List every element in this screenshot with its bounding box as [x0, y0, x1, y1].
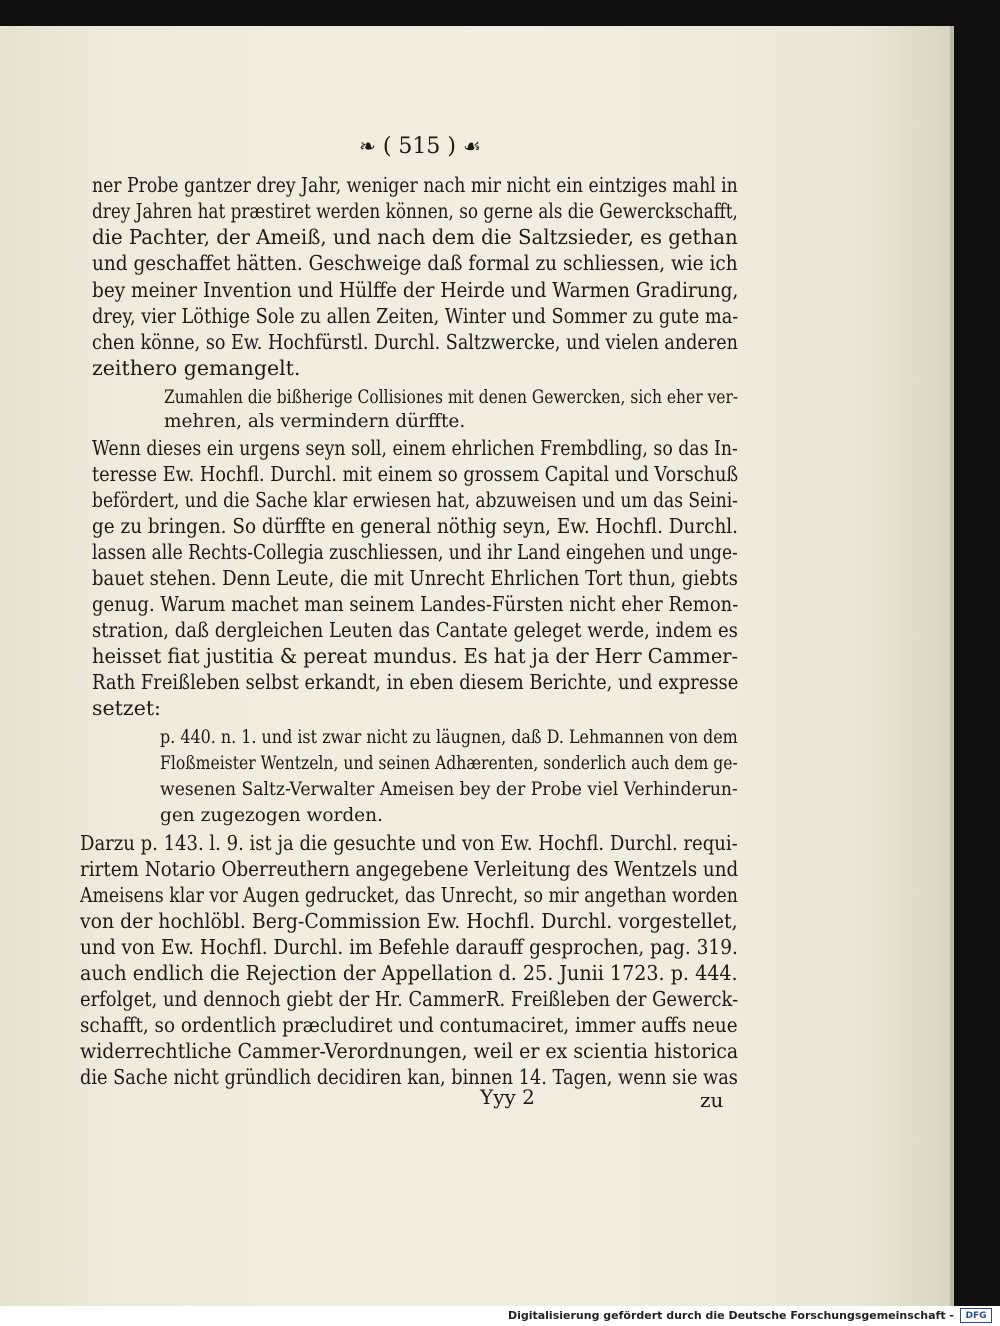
text-line: stration, daß dergleichen Leuten das Cantate geleget werde, indem es [92, 618, 738, 642]
text-line: widerrechtliche Cammer-Verordnungen, weil er ex scientia historica [80, 1039, 739, 1063]
text-line: drey, vier Löthige Sole zu allen Zeiten, Winter und Sommer zu gute ma- [92, 304, 739, 328]
text-line: die Pachter, der Ameiß, und nach dem die Saltzsieder, es gethan [92, 225, 738, 249]
text-line: und von Ew. Hochfl. Durchl. im Befehle darauff gesprochen, pag. 319. [80, 935, 738, 959]
quote-line: Zumahlen die bißherige Collisiones mit denen Gewercken, sich eher ver- [164, 387, 739, 408]
text-line: heisset fiat justitia & pereat mundus. Es hat ja der Herr Cammer- [92, 644, 739, 668]
text-line: rirtem Notario Oberreuthern angegebene Verleitung des Wentzels und [80, 857, 739, 881]
text-line: bauet stehen. Denn Leute, die mit Unrecht Ehrlichen Tort thun, giebts [92, 566, 738, 590]
text-line: ge zu bringen. So dürffte en general nöthig seyn, Ew. Hochfl. Durchl. [92, 514, 739, 538]
text-line: bey meiner Invention und Hülffe der Heirde und Warmen Gradirung, [92, 278, 739, 302]
page-edge [950, 26, 954, 1306]
text-line: Darzu p. 143. l. 9. ist ja die gesuchte und von Ew. Hochfl. Durchl. requi- [80, 831, 738, 855]
text-line: erfolget, und dennoch giebt der Hr. CammerR. Freißleben der Gewerck- [80, 987, 739, 1011]
dfg-logo: DFG [960, 1308, 992, 1323]
text-line: setzet: [92, 696, 161, 720]
footer-bar [0, 1306, 1000, 1326]
quote-line: p. 440. n. 1. und ist zwar nicht zu läugnen, daß D. Lehmannen von dem [160, 727, 738, 748]
page-header [330, 134, 510, 159]
text-line: und geschaffet hätten. Geschweige daß formal zu schliessen, wie ich [92, 251, 738, 275]
text-line: ner Probe gantzer drey Jahr, weniger nach mir nicht ein eintziges mahl in [92, 173, 738, 197]
catchword: zu [700, 1088, 724, 1112]
text-line: von der hochlöbl. Berg-Commission Ew. Hochfl. Durchl. vorgestellet, [80, 909, 738, 933]
text-line: drey Jahren hat præstiret werden können, so gerne als die Gewerckschafft, [92, 199, 738, 223]
text-line: chen könne, so Ew. Hochfürstl. Durchl. Saltzwercke, und vielen anderen [92, 330, 738, 354]
text-line: zeithero gemangelt. [92, 356, 301, 380]
text-line: die Sache nicht gründlich decidiren kan, binnen 14. Tagen, wenn sie was [80, 1065, 738, 1089]
text-line: schafft, so ordentlich præcludiret und contumaciret, immer auffs neue [80, 1013, 738, 1037]
text-line: Rath Freißleben selbst erkandt, in eben diesem Berichte, und expresse [92, 670, 739, 694]
digitization-credit: Digitalisierung gefördert durch die Deutsche Forschungsgemeinschaft - [507, 1309, 954, 1322]
page-number: ( 515 ) [382, 134, 456, 159]
quote-line: mehren, als vermindern dürffte. [164, 411, 466, 432]
signature-mark: Yyy 2 [480, 1085, 535, 1109]
text-line: genug. Warum machet man seinem Landes-Fürsten nicht eher Remon- [92, 592, 739, 616]
text-line: lassen alle Rechts-Collegia zuschliessen, und ihr Land eingehen und unge- [92, 540, 738, 564]
header-ornament-right: ☙ [462, 134, 481, 158]
text-line: teresse Ew. Hochfl. Durchl. mit einem so grossem Capital und Vorschuß [92, 462, 739, 486]
text-line: befördert, und die Sache klar erwiesen hat, abzuweisen und um das Seini- [92, 488, 738, 512]
quote-line: gen zugezogen worden. [160, 805, 383, 826]
text-line: Ameisens klar vor Augen gedrucket, das Unrecht, so mir angethan worden [80, 883, 738, 907]
quote-line: Floßmeister Wentzeln, und seinen Adhærenten, sonderlich auch dem ge- [160, 753, 738, 774]
text-line: Wenn dieses ein urgens seyn soll, einem ehrlichen Frembdling, so das In- [92, 436, 738, 460]
quote-line: wesenen Saltz-Verwalter Ameisen bey der Probe viel Verhinderun- [160, 779, 738, 800]
text-line: auch endlich die Rejection der Appellation d. 25. Junii 1723. p. 444. [80, 961, 738, 985]
header-ornament-left: ❧ [359, 134, 376, 158]
